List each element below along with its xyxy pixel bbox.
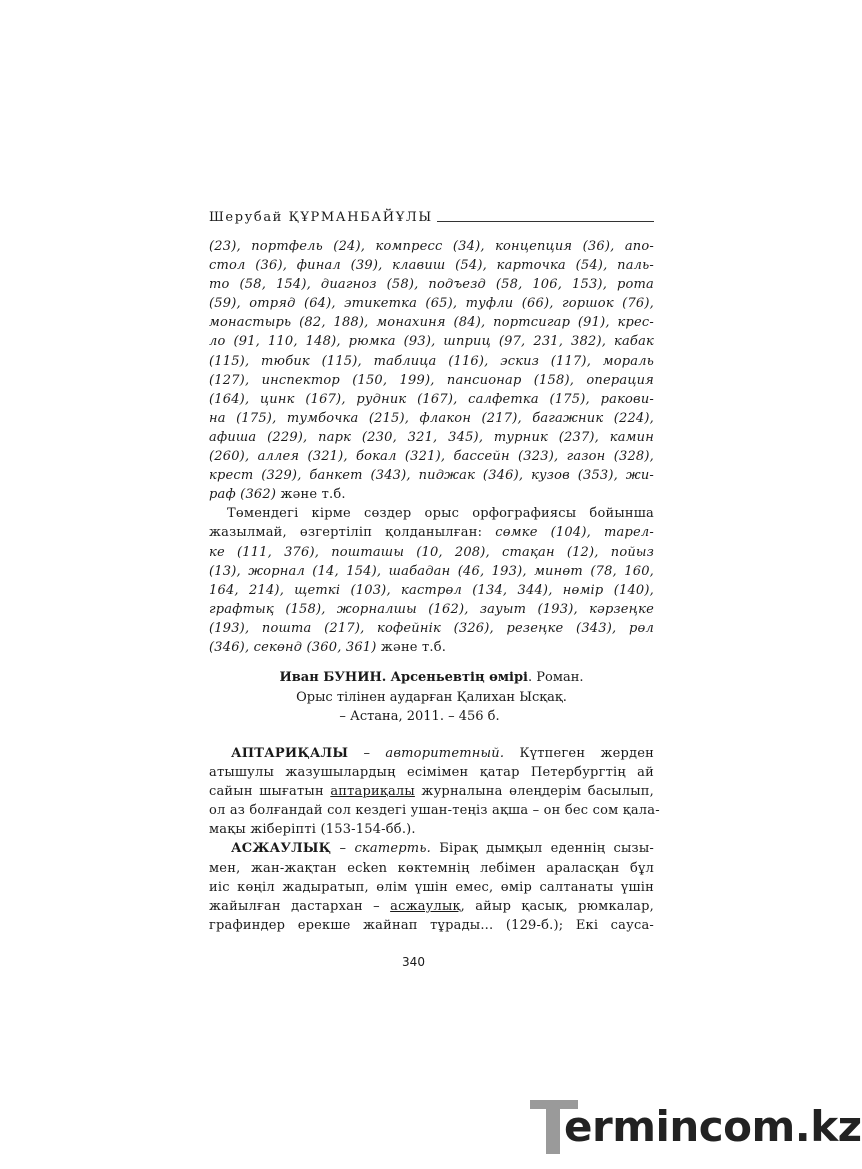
plain-fragment: журналына өлеңдерім басылып, — [414, 784, 655, 800]
text-line: иіс көңіл жадыратып, өлім үшін емес, өмір салтанаты үшін — [209, 879, 654, 895]
plain-fragment: Күтпеген жерден — [504, 746, 654, 761]
text-line: атышулы жазушылардың есімімен қатар Петербургтің ай — [209, 765, 654, 781]
text-line: 164, 214), щеткі (103), кастрөл (134, 344), нөмір (140), — [209, 582, 654, 598]
text-line-last: мақы жіберіпті (153-154-бб.). — [209, 822, 416, 838]
paragraph-first-line: Төмендегі кірме сөздер орыс орфографиясы бойынша — [227, 506, 654, 522]
underlined-term: аптариқалы — [330, 784, 415, 800]
entry-translation: авторитетный. — [385, 746, 505, 761]
text-line: стол (36), финал (39), клавиш (54), карточка (54), паль- — [209, 258, 654, 274]
text-line: крест (329), банкет (343), пиджак (346), кузов (353), жи- — [209, 468, 654, 484]
logo-t-stem — [546, 1100, 560, 1154]
plain-fragment: , айыр қасық, рюмкалар, — [460, 898, 654, 914]
biblio-author: Иван БУНИН. — [279, 670, 387, 685]
text-line: ол аз болғандай сол кездегі ушан-теңіз ақша – он бес сом қала- — [209, 803, 660, 819]
text-line: то (58, 154), диагноз (58), подъезд (58, 106, 153), рота — [209, 277, 654, 293]
biblio-title-line — [209, 668, 654, 688]
text-line: (127), инспектор (150, 199), пансионар (158), операция — [209, 372, 654, 388]
text-line: афиша (229), парк (230, 321, 345), турник (237), камин — [209, 429, 654, 445]
italic-word-list — [209, 237, 654, 657]
text-line: (59), отряд (64), этикетка (65), туфли (66), горшок (76), — [209, 296, 654, 312]
text-line: (260), аллея (321), бокал (321), бассейн (323), газон (328), — [209, 449, 654, 465]
entry-first-line — [209, 839, 654, 858]
text-line: (164), цинк (167), рудник (167), салфетка (175), ракови- — [209, 391, 654, 407]
text-line: монастырь (82, 188), монахиня (84), портсигар (91), крес- — [209, 315, 654, 331]
biblio-genre: . Роман. — [528, 670, 584, 685]
italic-fragment: раф (362) — [209, 487, 277, 503]
text-line-last — [209, 638, 654, 657]
text-line: (13), жорнал (14, 154), шабадан (46, 193), минөт (78, 160, — [209, 563, 654, 579]
entry-term: АПТАРИҚАЛЫ — [231, 746, 349, 761]
logo-text: ermincom.kz — [564, 1102, 862, 1151]
text-line: графиндер ерекше жайнап тұрады... (129-б.); Екі сауса- — [209, 917, 654, 933]
text-line — [209, 897, 654, 916]
text-line: графтық (158), жорналшы (162), зауыт (193), кәрзеңке — [209, 601, 654, 617]
plain-fragment: және т.б. — [276, 487, 346, 503]
biblio-title: Арсеньевтің өмірі — [390, 670, 528, 685]
italic-fragment: сөмке (104), тарел- — [495, 525, 654, 541]
plain-fragment: жайылған дастархан – — [209, 898, 391, 914]
text-line — [209, 782, 654, 801]
text-line-last — [209, 485, 654, 504]
entry-dash: – — [331, 841, 355, 857]
plain-fragment: сайын шығатын — [209, 784, 331, 800]
entry-term: АСЖАУЛЫҚ — [231, 841, 332, 857]
underlined-term: асжаулық — [390, 898, 461, 914]
header-rule — [437, 221, 654, 222]
running-header — [209, 210, 654, 225]
entry-translation: скатерть. — [354, 841, 431, 857]
entry-first-line — [209, 744, 654, 763]
text-line: (193), пошта (217), кофейнік (326), резеңке (343), рөл — [209, 620, 654, 636]
page-number: 340 — [402, 955, 425, 969]
biblio-imprint: – Астана, 2011. – 456 б. — [339, 709, 500, 724]
text-line: ло (91, 110, 148), рюмка (93), шприц (97, 231, 382), кабак — [209, 334, 654, 350]
text-line: (23), портфель (24), компресс (34), концепция (36), апо- — [209, 239, 654, 254]
plain-fragment: және т.б. — [376, 639, 447, 655]
italic-fragment: (346), секөнд (360, 361) — [209, 639, 377, 655]
plain-fragment: Бірақ дымқыл еденнің сызы- — [430, 841, 654, 857]
termincom-logo — [528, 1098, 862, 1158]
text-line: ке (111, 376), пошташы (10, 208), стақан (12), пойыз — [209, 544, 654, 560]
text-line — [209, 523, 654, 542]
plain-fragment: жазылмай, өзгертіліп қолданылған: — [209, 525, 496, 541]
entry-dash: – — [348, 746, 386, 761]
bibliographic-reference — [209, 668, 654, 727]
biblio-translator: Орыс тілінен аударған Қалихан Ысқақ. — [296, 689, 567, 705]
text-line: мен, жан-жақтан есken көктемнің лебімен араласқан бұл — [209, 860, 654, 876]
dictionary-entries — [209, 744, 660, 935]
text-line: (115), тюбик (115), таблица (116), эскиз (117), мораль — [209, 353, 654, 369]
text-line: на (175), тумбочка (215), флакон (217), багажник (224), — [209, 410, 654, 426]
header-author: Шерубай ҚҰРМАНБАЙҰЛЫ — [209, 210, 433, 225]
